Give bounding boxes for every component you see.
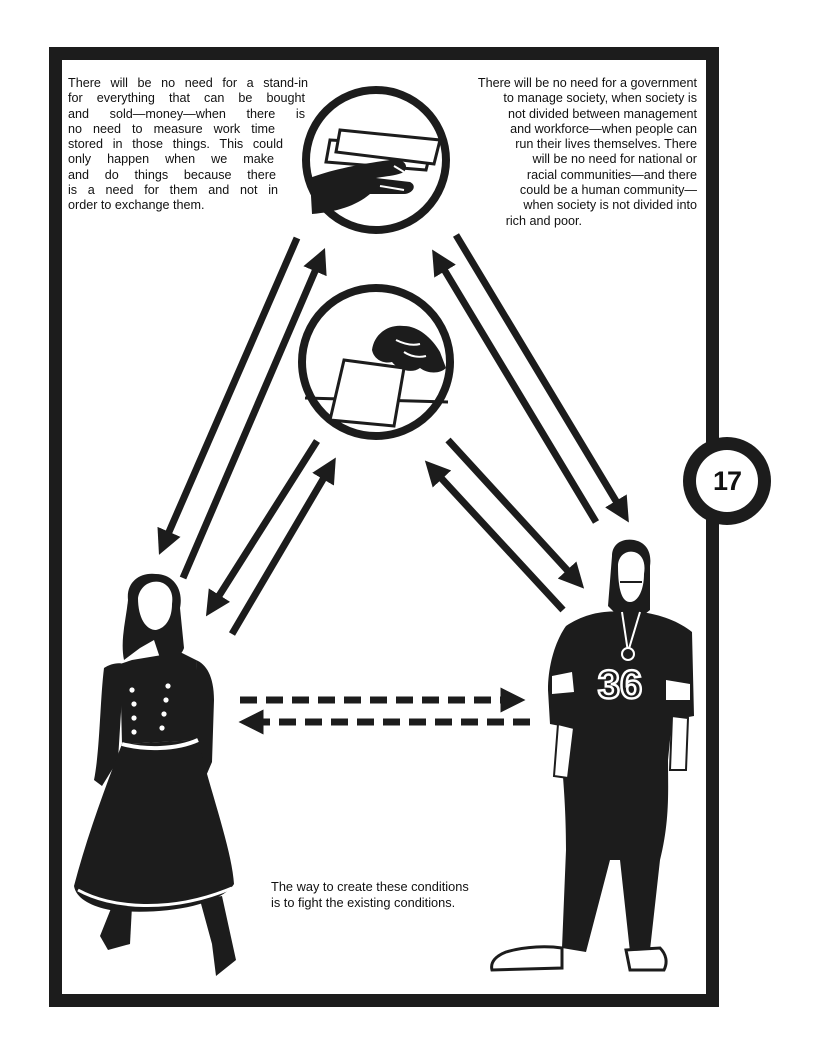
text-line: no need to measure work time: [68, 121, 275, 136]
arrow: [436, 256, 596, 522]
money-exchange-icon: [306, 90, 446, 230]
text-line: and sold—money—when there is: [68, 106, 305, 121]
text-line: run their lives themselves. There: [515, 137, 697, 152]
text-line: There will be no need for a government: [477, 76, 697, 90]
text-line: The way to create these conditions: [271, 879, 469, 894]
text-line: will be no need for national or: [532, 152, 697, 167]
text-line: could be a human community—: [519, 183, 697, 198]
dashed-arrows: [240, 700, 530, 722]
text-line: for everything that can be bought: [68, 91, 305, 106]
text-line: and do things because there: [68, 167, 276, 182]
page-number: 17: [696, 450, 758, 512]
text-line: to manage society, when society is: [503, 91, 697, 106]
text-line: is to fight the existing conditions.: [271, 894, 456, 910]
text-line: not divided between management: [507, 106, 697, 121]
woman-figure: [74, 574, 236, 976]
text-line: and workforce—when people can: [510, 121, 697, 136]
text-line: stored in those things. This could: [68, 137, 283, 152]
man-figure: [492, 540, 694, 970]
ballot-box-icon: [302, 288, 450, 436]
arrow: [183, 255, 322, 578]
arrow: [430, 466, 563, 610]
text-line: order to exchange them.: [68, 198, 205, 213]
text-line: is a need for them and not in: [68, 183, 278, 198]
text-line: when society is not divided into: [523, 198, 697, 213]
text-line: There will be no need for a stand-in: [68, 76, 308, 90]
text-line: rich and poor.: [505, 213, 582, 228]
jersey-number: 36: [597, 663, 643, 707]
text-line: racial communities—and there: [526, 167, 697, 182]
text-line: only happen when we make: [68, 152, 274, 167]
